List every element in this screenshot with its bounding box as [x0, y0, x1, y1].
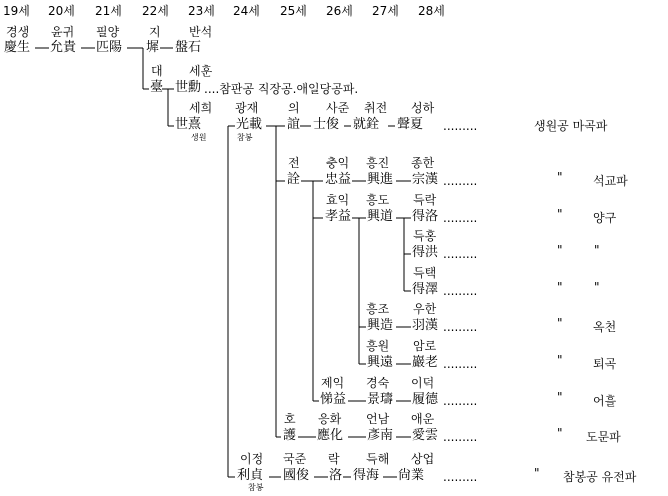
dots-jonghan: ......... — [443, 174, 478, 188]
person-seongha-hanja: 聲夏 — [397, 117, 424, 132]
generation-label-21: 21세 — [95, 4, 122, 18]
generation-label-26: 26세 — [326, 4, 353, 18]
person-deukhae-korean: 득해 — [366, 452, 390, 466]
person-deuktaek-hanja: 得澤 — [412, 282, 439, 297]
person-heungjo-korean: 흥조 — [366, 302, 390, 316]
branch-eoheul: 어흘 — [593, 394, 617, 408]
ditto-seokgyo: " — [557, 170, 563, 184]
ditto-chambong: " — [534, 466, 540, 480]
person-jeon-hanja: 詮 — [287, 172, 301, 187]
person-amno-hanja: 巖老 — [412, 355, 439, 370]
dots-deukhong: ......... — [443, 247, 478, 261]
person-chungik-hanja: 忠益 — [325, 172, 352, 187]
person-deuktaek-korean: 득택 — [413, 266, 437, 280]
person-jonghan-korean: 종한 — [411, 156, 435, 170]
person-gyeongsaeng-hanja: 慶生 — [4, 40, 31, 55]
person-eunghwa-korean: 응화 — [318, 412, 342, 426]
person-eonnam-korean: 언남 — [366, 412, 390, 426]
person-ji-korean: 지 — [149, 25, 161, 39]
person-heungdo-hanja: 興道 — [367, 209, 394, 224]
person-chungik-korean: 충익 — [326, 156, 350, 170]
ditto-yanggu: " — [557, 207, 563, 221]
person-gyeongsaeng-korean: 경생 — [6, 25, 30, 39]
generation-label-20: 20세 — [48, 4, 75, 18]
branch-okcheon: 옥천 — [593, 320, 617, 334]
branch-domun: 도문파 — [586, 430, 621, 444]
person-heungwon-korean: 흥원 — [366, 339, 390, 353]
person-pilyang-korean: 필양 — [96, 25, 120, 39]
dots-uhan: ......... — [443, 320, 478, 334]
person-ijeong-korean: 이정 — [240, 452, 264, 466]
person-banseok-hanja: 盤石 — [175, 40, 202, 55]
person-ui-korean: 의 — [288, 101, 300, 115]
person-deungnak-korean: 득락 — [413, 193, 437, 207]
person-heungwon-hanja: 興遠 — [367, 355, 394, 370]
person-jeon-korean: 전 — [288, 156, 300, 170]
person-sajun-hanja: 士俊 — [313, 117, 340, 132]
branch-chambong-yujeon: 참봉공 유전파 — [563, 470, 637, 484]
person-sangeop-korean: 상업 — [411, 452, 435, 466]
person-ji-hanja: 墀 — [146, 40, 160, 55]
branch-sehun: ....참판공 직장공.애일당공파. — [204, 82, 359, 96]
person-sehun-korean: 세훈 — [189, 64, 213, 78]
person-heungjin-korean: 흥진 — [366, 156, 390, 170]
branch-toegok: 퇴곡 — [593, 357, 617, 371]
person-sehui-hanja: 世熹 — [175, 117, 202, 132]
person-ui-hanja: 誼 — [287, 117, 301, 132]
generation-label-22: 22세 — [142, 4, 169, 18]
person-ideok-korean: 이덕 — [411, 376, 435, 390]
person-heungjo-hanja: 興造 — [367, 318, 394, 333]
dots-seongha: ......... — [443, 119, 478, 133]
person-rak-hanja: 洛 — [329, 468, 343, 483]
person-ho-hanja: 護 — [283, 428, 297, 443]
dots-ideok: ......... — [443, 394, 478, 408]
generation-label-28: 28세 — [418, 4, 445, 18]
ditto-deuktaek-b: " — [594, 280, 600, 294]
person-gwangjae-korean: 광재 — [235, 101, 259, 115]
person-gukjun-korean: 국준 — [283, 452, 307, 466]
ditto-deukhong-a: " — [557, 243, 563, 257]
person-dae-hanja: 臺 — [150, 80, 164, 95]
generation-label-24: 24세 — [233, 4, 260, 18]
ditto-deuktaek-a: " — [557, 280, 563, 294]
dots-deungnak: ......... — [443, 211, 478, 225]
generation-label-25: 25세 — [280, 4, 307, 18]
person-rak-korean: 락 — [328, 452, 340, 466]
person-aeun-korean: 애운 — [411, 412, 435, 426]
person-jeik-hanja: 悌益 — [320, 392, 347, 407]
ditto-eoheul: " — [557, 390, 563, 404]
ditto-toegok: " — [557, 353, 563, 367]
person-eunghwa-hanja: 應化 — [317, 428, 344, 443]
ditto-okcheon: " — [557, 316, 563, 330]
person-sehun-hanja: 世勳 — [175, 80, 202, 95]
person-deukhae-hanja: 得海 — [353, 468, 380, 483]
person-dae-korean: 대 — [151, 64, 163, 78]
branch-yanggu: 양구 — [593, 211, 617, 225]
person-gwangjae-hanja: 光載 — [236, 117, 263, 132]
dots-sangeop: ......... — [443, 470, 478, 484]
person-gyeongsuk-korean: 경숙 — [366, 376, 390, 390]
person-jonghan-hanja: 宗漢 — [412, 172, 439, 187]
person-hyoik-hanja: 孝益 — [325, 209, 352, 224]
person-hyoik-korean: 효익 — [326, 193, 350, 207]
person-sangeop-hanja: 尙業 — [398, 468, 425, 483]
person-deukhong-korean: 득홍 — [413, 229, 437, 243]
dots-aeun: ......... — [443, 430, 478, 444]
person-ijeong-hanja: 利貞 — [237, 468, 264, 483]
branch-saengwon-magok: 생원공 마곡파 — [534, 119, 608, 133]
generation-label-27: 27세 — [372, 4, 399, 18]
person-banseok-korean: 반석 — [189, 25, 213, 39]
generation-label-19: 19세 — [3, 4, 30, 18]
person-seongha-korean: 성하 — [411, 101, 435, 115]
dots-deuktaek: ......... — [443, 284, 478, 298]
person-sajun-korean: 사준 — [326, 101, 350, 115]
person-aeun-hanja: 愛雲 — [412, 428, 439, 443]
person-eonnam-hanja: 彥南 — [367, 428, 394, 443]
person-pilyang-hanja: 匹陽 — [96, 40, 123, 55]
person-chwijeon-hanja: 就銓 — [353, 117, 380, 132]
person-jeik-korean: 제익 — [321, 376, 345, 390]
generation-label-23: 23세 — [188, 4, 215, 18]
person-yungwi-hanja: 允貴 — [50, 40, 77, 55]
person-amno-korean: 암로 — [413, 339, 437, 353]
person-sehui-note: 생원 — [191, 133, 207, 142]
person-deukhong-hanja: 得洪 — [412, 245, 439, 260]
person-gwangjae-note: 참봉 — [237, 133, 253, 142]
person-uhan-korean: 우한 — [413, 302, 437, 316]
person-sehui-korean: 세희 — [189, 101, 213, 115]
person-heungjin-hanja: 興進 — [367, 172, 394, 187]
person-ideok-hanja: 履德 — [412, 392, 439, 407]
person-ijeong-note: 참봉 — [248, 483, 264, 492]
ditto-domun: " — [557, 426, 563, 440]
person-heungdo-korean: 흥도 — [366, 193, 390, 207]
person-uhan-hanja: 羽漢 — [412, 318, 439, 333]
person-deungnak-hanja: 得洛 — [412, 209, 439, 224]
dots-amno: ......... — [443, 357, 478, 371]
ditto-deukhong-b: " — [594, 243, 600, 257]
person-gukjun-hanja: 國俊 — [283, 468, 310, 483]
person-ho-korean: 호 — [284, 412, 296, 426]
person-gyeongsuk-hanja: 景璹 — [367, 392, 394, 407]
branch-seokgyo: 석교파 — [593, 174, 628, 188]
person-yungwi-korean: 윤귀 — [51, 25, 75, 39]
person-chwijeon-korean: 취전 — [364, 101, 388, 115]
